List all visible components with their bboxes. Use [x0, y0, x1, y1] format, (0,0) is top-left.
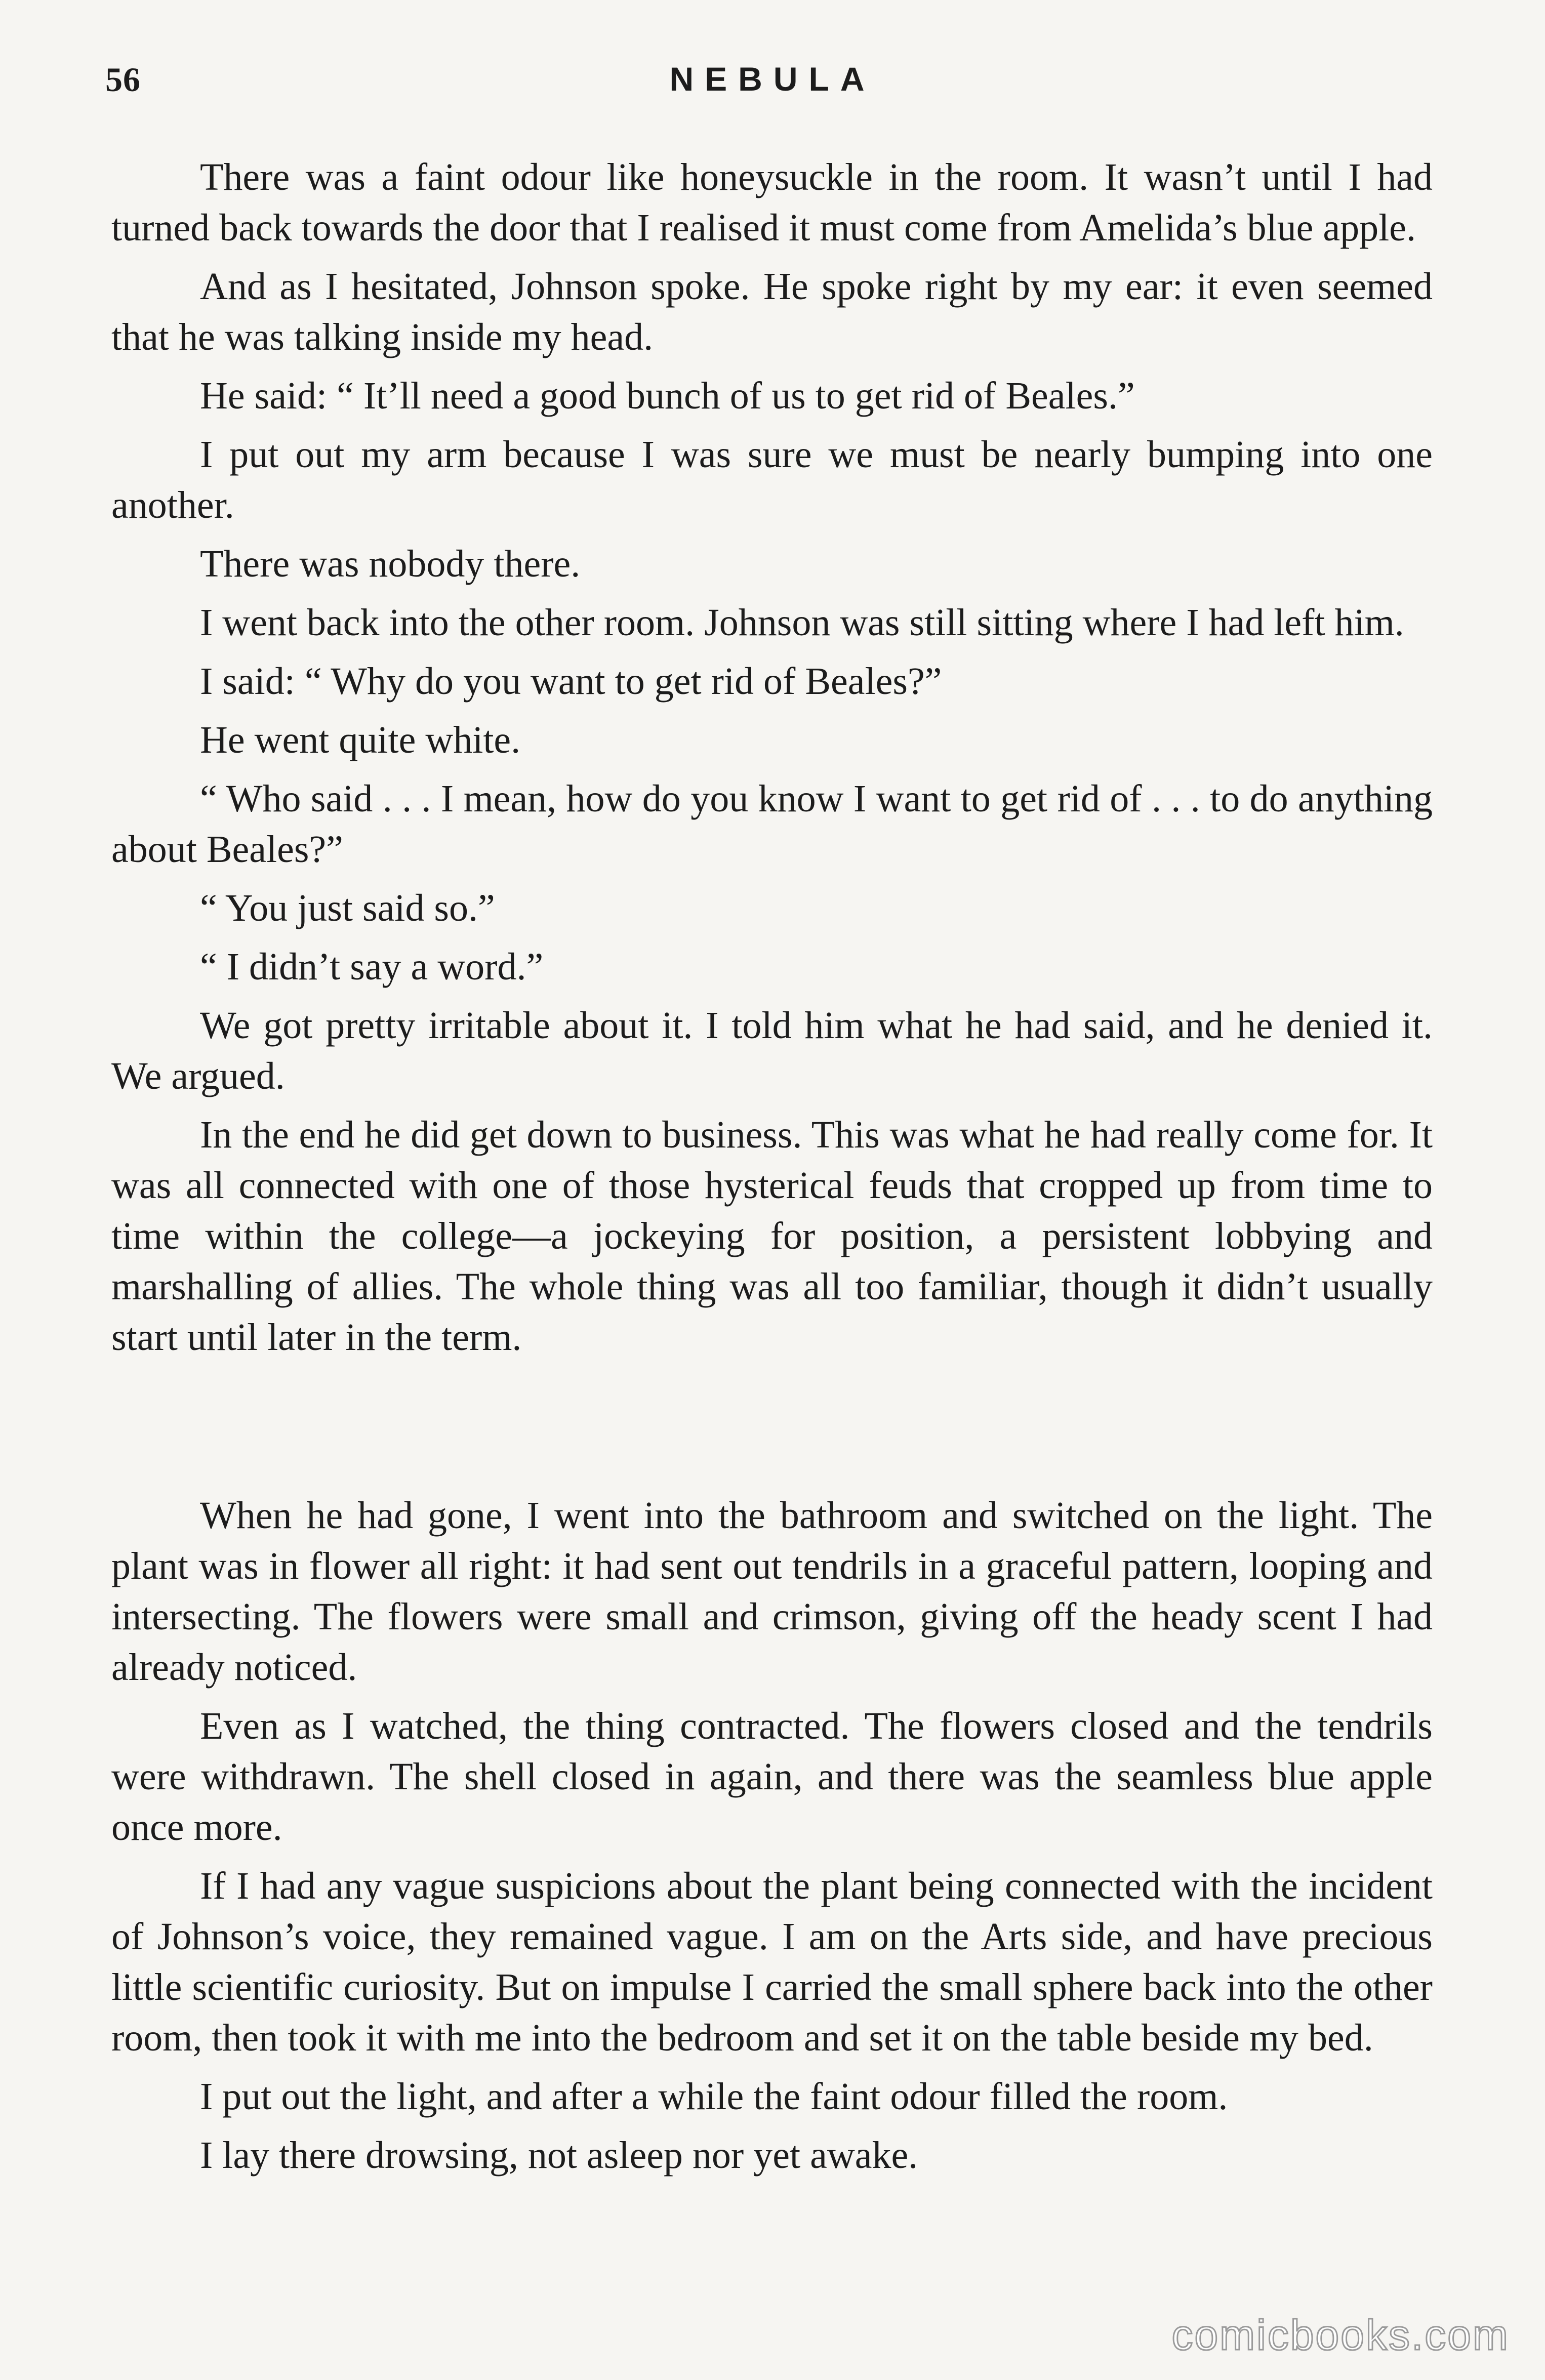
paragraph: And as I hesitated, Johnson spoke. He spoke right by my ear: it even seemed that he was talking inside my head. [111, 265, 1433, 358]
paragraph: We got pretty irritable about it. I told him what he had said, and he denied it. We argued. [111, 1004, 1433, 1097]
paragraph: I went back into the other room. Johnson was still sitting where I had left him. [200, 601, 1404, 644]
paragraph: When he had gone, I went into the bathroom and switched on the light. The plant was in flower all right: it had sent out tendrils in a graceful pattern, looping and intersecting. The flowers were small and crimson, giving off the heady scent I had already noticed. [111, 1494, 1433, 1689]
paragraph: I lay there drowsing, not asleep nor yet awake. [200, 2134, 918, 2177]
paragraph: I put out my arm because I was sure we must be nearly bumping into one another. [111, 433, 1433, 526]
watermark-logo: comicbooks.com [1171, 2311, 1510, 2359]
paragraph: There was nobody there. [200, 543, 581, 585]
paragraph: I said: “ Why do you want to get rid of Beales?” [200, 660, 942, 703]
paragraph: I put out the light, and after a while the faint odour filled the room. [200, 2075, 1228, 2118]
page-number: 56 [105, 60, 141, 99]
paragraph: “ Who said . . . I mean, how do you know I want to get rid of . . . to do anything about Beales?” [111, 777, 1433, 871]
paragraph: In the end he did get down to business. This was what he had really come for. It was all connected with one of those hysterical feuds that cropped up from time to time within the college—a jockeying for position, a persistent lobbying and marshalling of allies. The whole thing was all too familiar, though it didn’t usually start until later in the term. [111, 1114, 1433, 1359]
paragraph: He said: “ It’ll need a good bunch of us to get rid of Beales.” [200, 375, 1135, 417]
paragraph: Even as I watched, the thing contracted. The flowers closed and the tendrils were withdrawn. The shell closed in again, and there was the seamless blue apple once more. [111, 1705, 1433, 1849]
paragraph: “ You just said so.” [200, 887, 495, 929]
running-head-title: NEBULA [669, 60, 876, 98]
paragraph: There was a faint odour like honeysuckle in the room. It wasn’t until I had turned back towards the door that I realised it must come from Amelida’s blue apple. [111, 156, 1433, 249]
body-text [111, 152, 1433, 2189]
paragraph: He went quite white. [200, 719, 521, 761]
paragraph: If I had any vague suspicions about the plant being connected with the incident of Johnson’s voice, they remained vague. I am on the Arts side, and have precious little scientific curiosity. But on impulse I carried the small sphere back into the other room, then took it with me into the bedroom and set it on the table beside my bed. [111, 1865, 1433, 2059]
paragraph: “ I didn’t say a word.” [200, 946, 544, 988]
